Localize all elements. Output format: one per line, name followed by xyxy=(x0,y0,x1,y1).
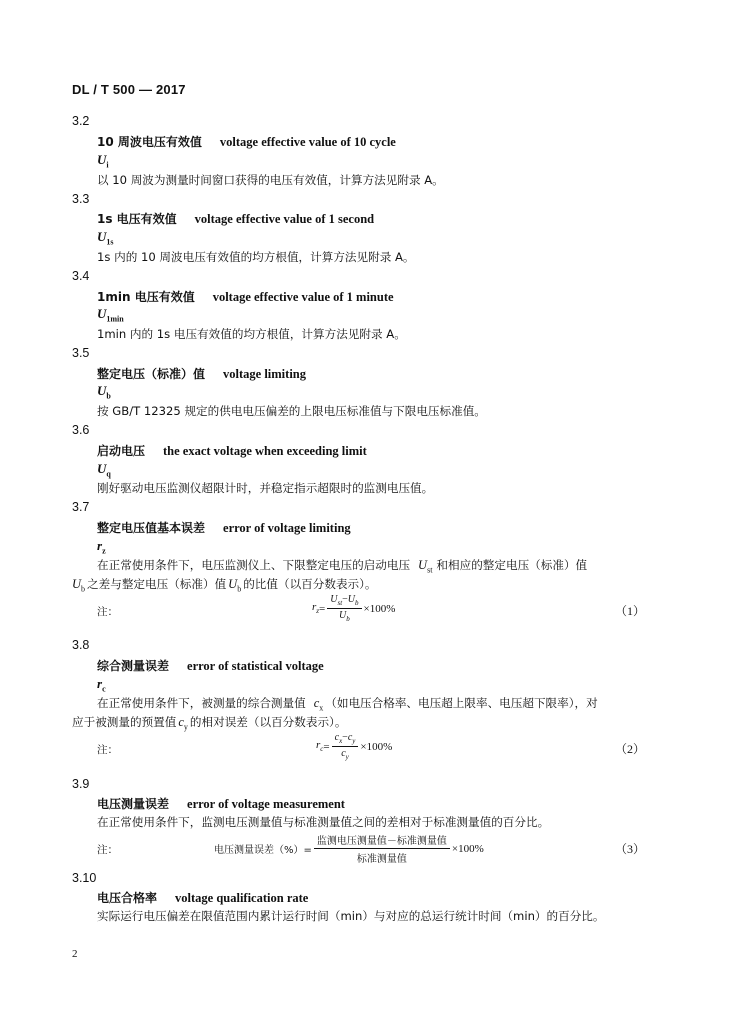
page-number: 2 xyxy=(72,948,78,960)
formula-fraction: $\frac{c_x-c_y}{c_y}$ xyxy=(332,732,359,761)
note-label: 注： xyxy=(97,744,118,756)
term-zh: 1min 电压有效值 xyxy=(97,290,195,304)
term-en: voltage qualification rate xyxy=(175,891,309,905)
term-zh: 启动电压 xyxy=(97,444,146,458)
term-en: voltage effective value of 1 minute xyxy=(212,290,394,304)
formula-1: $r_z$ = $\frac{U_{st}-U_b}{U_b}$ ×100% xyxy=(312,594,396,623)
term-title xyxy=(97,519,351,536)
equation-number: （3） xyxy=(614,842,645,856)
term-definition: 实际运行电压偏差在限值范围内累计运行时间（min）与对应的总运行统计时间（min）的百分比。 xyxy=(97,909,605,923)
term-definition: 1min 内的 1s 电压有效值的均方根值，计算方法见附录 A。 xyxy=(97,327,406,341)
term-title xyxy=(97,288,394,305)
formula-fraction: $\frac{U_{st}-U_b}{U_b}$ xyxy=(327,594,361,623)
term-zh: 1s 电压有效值 xyxy=(97,212,177,226)
term-en: voltage effective value of 10 cycle xyxy=(219,135,396,149)
term-en: voltage limiting xyxy=(223,367,306,381)
term-definition-line1: 在正常使用条件下，电压监测仪上、下限整定电压的启动电压 $U_{st}$ 和相应的整定电压（标准）值 xyxy=(97,558,588,575)
formula-2: $r_c$ = $\frac{c_x-c_y}{c_y}$ ×100% xyxy=(316,732,393,761)
term-definition-line2: $U_b$ 之差与整定电压（标准）值 $U_b$ 的比值（以百分数表示）。 xyxy=(72,577,377,594)
note-label: 注： xyxy=(97,844,118,856)
term-title xyxy=(97,795,345,812)
term-definition-line2: 应于被测量的预置值 $c_y$ 的相对误差（以百分数表示）。 xyxy=(72,715,347,732)
term-title xyxy=(97,442,367,459)
section-number: 3.6 xyxy=(72,423,90,437)
term-en: error of statistical voltage xyxy=(187,659,324,673)
term-en: error of voltage limiting xyxy=(223,521,351,535)
term-title xyxy=(97,889,308,906)
section-number: 3.8 xyxy=(72,638,90,652)
document-header: DL / T 500 — 2017 xyxy=(72,82,186,97)
term-definition: 刚好驱动电压监测仪超限计时，并稳定指示超限时的监测电压值。 xyxy=(97,481,434,495)
term-en: error of voltage measurement xyxy=(187,797,345,811)
term-en: the exact voltage when exceeding limit xyxy=(163,444,367,458)
equation-number: （1） xyxy=(614,604,645,618)
section-number: 3.4 xyxy=(72,269,90,283)
term-definition-line1: 在正常使用条件下，被测量的综合测量值 $c_x$ （如电压合格率、电压超上限率、电压超下限率），对 xyxy=(97,696,598,713)
section-number: 3.9 xyxy=(72,777,90,791)
formula-fraction: $\frac{\text{监测电压测量值－标准测量值}}{\text{标准测量值}}$ xyxy=(314,832,450,865)
term-symbol: $U_i$ xyxy=(97,152,109,170)
term-symbol: $r_c$ xyxy=(97,676,106,694)
term-zh: 整定电压（标准）值 xyxy=(97,367,206,381)
term-definition: 以 10 周波为测量时间窗口获得的电压有效值，计算方法见附录 A。 xyxy=(97,173,444,187)
formula-3: 电压测量误差（%）= $\frac{\text{监测电压测量值－标准测量值}}{\text{标准测量值}}$ ×100% xyxy=(214,832,484,865)
term-zh: 电压测量误差 xyxy=(97,797,170,811)
term-zh: 整定电压值基本误差 xyxy=(97,521,206,535)
note-label: 注： xyxy=(97,606,118,618)
formula-lhs: $r_z$ xyxy=(312,601,320,616)
term-definition: 在正常使用条件下，监测电压测量值与标准测量值之间的差相对于标准测量值的百分比。 xyxy=(97,815,550,829)
term-title xyxy=(97,657,324,674)
term-zh: 电压合格率 xyxy=(97,891,158,905)
term-symbol: $U_{1min}$ xyxy=(97,306,124,324)
term-en: voltage effective value of 1 second xyxy=(194,212,375,226)
section-number: 3.10 xyxy=(72,871,97,885)
term-symbol: $U_{1s}$ xyxy=(97,229,114,247)
section-number: 3.7 xyxy=(72,500,90,514)
term-definition: 1s 内的 10 周波电压有效值的均方根值，计算方法见附录 A。 xyxy=(97,250,415,264)
term-zh: 综合测量误差 xyxy=(97,659,170,673)
term-title xyxy=(97,210,374,227)
term-zh: 10 周波电压有效值 xyxy=(97,135,202,149)
section-number: 3.3 xyxy=(72,192,90,206)
term-title xyxy=(97,365,306,382)
term-title xyxy=(97,133,396,150)
section-number: 3.5 xyxy=(72,346,90,360)
section-number: 3.2 xyxy=(72,114,90,128)
term-symbol: $U_q$ xyxy=(97,461,111,479)
term-symbol: $r_z$ xyxy=(97,538,106,556)
equation-number: （2） xyxy=(614,742,645,756)
formula-lhs: $r_c$ xyxy=(316,739,324,754)
term-definition: 按 GB/T 12325 规定的供电电压偏差的上限电压标准值与下限电压标准值。 xyxy=(97,404,486,418)
term-symbol: $U_b$ xyxy=(97,383,111,401)
